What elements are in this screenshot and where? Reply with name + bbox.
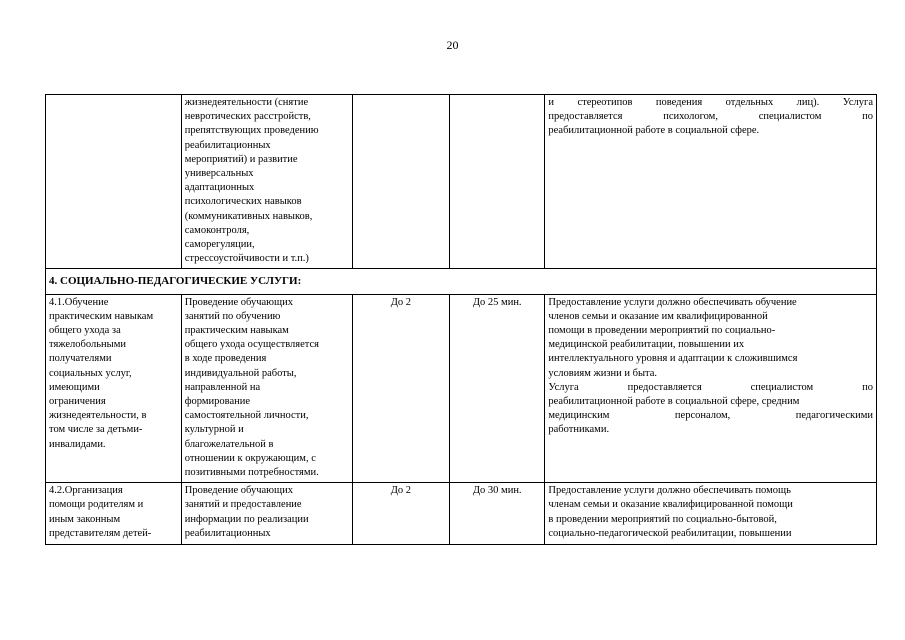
- text-line: имеющими: [49, 381, 100, 393]
- text-line: жизнедеятельности, в: [49, 410, 147, 422]
- text-line: членам семьи и оказание квалифицированной помощи: [548, 499, 793, 511]
- text-line: самостоятельной личности,: [184, 410, 309, 422]
- cell-service-name: [46, 294, 182, 483]
- table-row: [46, 294, 877, 483]
- text-line: получателями: [49, 353, 112, 365]
- cell-duration: [450, 483, 545, 545]
- table-row-continuation: [46, 95, 877, 269]
- table-row: [46, 483, 877, 545]
- text-line: самоконтроля,: [184, 224, 250, 236]
- text-line: в проведении мероприятий по социально-бытовой,: [548, 513, 777, 525]
- text-line: медицинской реабилитации, повышении их: [548, 339, 745, 351]
- text-line: общего ухода за: [49, 325, 121, 337]
- text-line: реабилитационных: [184, 139, 271, 151]
- cell-duration: До 25 мин.: [450, 294, 545, 483]
- cell-service-description: [181, 294, 352, 483]
- text-line: занятий по обучению: [184, 310, 281, 322]
- section-header-row: [46, 269, 877, 294]
- text-line: невротических расстройств,: [184, 111, 311, 123]
- cell-service-description: [181, 95, 352, 269]
- text-line: помощи в проведении мероприятий по социально-: [548, 325, 776, 337]
- cell-duration: [450, 95, 545, 269]
- text-line: инвалидами.: [49, 438, 106, 450]
- text-line: мероприятий) и развитие: [184, 153, 298, 165]
- text-line: препятствующих проведению: [184, 125, 319, 137]
- text-line: Проведение обучающих: [184, 296, 293, 308]
- text-line: (коммуникативных навыков,: [184, 210, 313, 222]
- text-line: информации по реализации: [184, 513, 309, 525]
- text-line: иным законным: [49, 513, 121, 525]
- text-line: адаптационных: [184, 182, 255, 194]
- text-line: стрессоустойчивости и т.п.): [184, 253, 309, 265]
- text-line: предоставляется психологом, специалистом по: [548, 111, 873, 123]
- page-number: 20: [446, 38, 459, 52]
- text-line: Услуга предоставляется специалистом по: [548, 381, 873, 393]
- cell-conditions: [545, 483, 877, 545]
- cell-frequency: До 2: [352, 294, 449, 483]
- text-line: Предоставление услуги должно обеспечивать помощь: [548, 485, 791, 497]
- text-line: практическим навыкам: [184, 325, 289, 337]
- text-line: представителям детей-: [49, 527, 152, 539]
- text-line: реабилитационных: [184, 527, 271, 539]
- text-line: социальных услуг,: [49, 367, 132, 379]
- text-line: практическим навыкам: [49, 310, 154, 322]
- text-line: 4.1.Обучение: [49, 296, 109, 308]
- text-line: реабилитационной работе в социальной сфере, средним: [548, 396, 800, 408]
- text-line: саморегуляции,: [184, 239, 255, 251]
- text-line: том числе за детьми-: [49, 424, 143, 436]
- text-line: работниками.: [548, 424, 610, 436]
- text-line: медицинским персоналом, педагогическими: [548, 410, 873, 422]
- cell-conditions: [545, 95, 877, 269]
- text-line: культурной и: [184, 424, 244, 436]
- text-line: отношении к окружающим, с: [184, 452, 316, 464]
- text-line: условиям жизни и быта.: [548, 367, 657, 379]
- text-line: и стереотипов поведения отдельных лиц). Услуга: [548, 97, 873, 108]
- text-line: социально-педагогической реабилитации, повышении: [548, 527, 792, 539]
- text-line: ограничения: [49, 396, 106, 408]
- text-line: членов семьи и оказание им квалифицированной: [548, 310, 768, 322]
- text-line: Предоставление услуги должно обеспечивать обучение: [548, 296, 797, 308]
- cell-service-name: [46, 95, 182, 269]
- text-line: 4.2.Организация: [49, 485, 123, 497]
- text-line: психологических навыков: [184, 196, 302, 208]
- text-line: тяжелобольными: [49, 339, 126, 351]
- text-line: формирование: [184, 396, 251, 408]
- cell-conditions: [545, 294, 877, 483]
- text-line: жизнедеятельности (снятие: [184, 97, 309, 108]
- text-line: До 30 мин.: [472, 485, 522, 497]
- text-line: благожелательной в: [184, 438, 274, 450]
- text-line: в ходе проведения: [184, 353, 267, 365]
- cell-service-description: [181, 483, 352, 545]
- section-title: 4. СОЦИАЛЬНО-ПЕДАГОГИЧЕСКИЕ УСЛУГИ:: [46, 269, 877, 294]
- text-line: До 2: [390, 485, 412, 497]
- text-line: интеллектуального уровня и адаптации к сложившимся: [548, 353, 798, 365]
- text-line: занятий и предоставление: [184, 499, 302, 511]
- services-table: [45, 94, 877, 545]
- cell-service-name: [46, 483, 182, 545]
- cell-frequency: [352, 483, 449, 545]
- text-line: направленной на: [184, 381, 261, 393]
- text-line: общего ухода осуществляется: [184, 339, 319, 351]
- cell-frequency: [352, 95, 449, 269]
- text-line: универсальных: [184, 168, 254, 180]
- text-line: реабилитационной работе в социальной сфере.: [548, 125, 760, 137]
- text-line: помощи родителям и: [49, 499, 144, 511]
- text-line: Проведение обучающих: [184, 485, 293, 497]
- text-line: позитивными потребностями.: [184, 467, 319, 479]
- text-line: индивидуальной работы,: [184, 367, 297, 379]
